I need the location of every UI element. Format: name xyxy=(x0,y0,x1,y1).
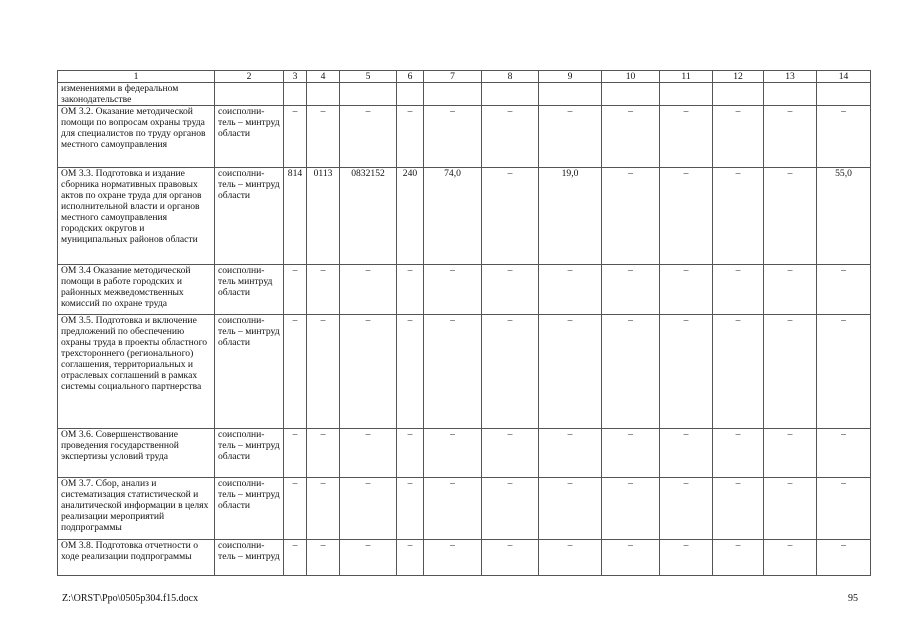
executor-cell: соисполни-тель – минтруд области xyxy=(215,478,284,540)
executor-cell: соисполни-тель – минтруд области xyxy=(215,429,284,478)
header-row xyxy=(58,71,871,83)
value-cell: – xyxy=(307,106,340,168)
value-cell: – xyxy=(397,315,424,429)
column-header: 6 xyxy=(397,71,424,83)
value-cell: – xyxy=(397,478,424,540)
value-cell: – xyxy=(397,106,424,168)
value-cell: – xyxy=(602,429,660,478)
value-cell: 240 xyxy=(397,168,424,265)
value-cell: – xyxy=(817,106,871,168)
value-cell: – xyxy=(482,106,539,168)
value-cell: – xyxy=(307,478,340,540)
value-cell: – xyxy=(713,429,764,478)
value-cell: – xyxy=(817,429,871,478)
value-cell: – xyxy=(602,265,660,315)
activity-name-cell: ОМ 3.8. Подготовка отчетности о ходе реализации подпрограммы xyxy=(58,540,215,576)
column-header: 1 xyxy=(58,71,215,83)
table-row xyxy=(58,429,871,478)
value-cell: – xyxy=(340,429,397,478)
value-cell: – xyxy=(660,265,713,315)
value-cell: 74,0 xyxy=(424,168,482,265)
column-header: 5 xyxy=(340,71,397,83)
value-cell: – xyxy=(817,478,871,540)
table-row xyxy=(58,168,871,265)
value-cell: – xyxy=(284,540,307,576)
value-cell: – xyxy=(307,265,340,315)
activity-name-cell: ОМ 3.3. Подготовка и издание сборника нормативных правовых актов по охране труда для органов исполнительной власти и органов местного самоуправления городских округов и муниципальных районов области xyxy=(58,168,215,265)
value-cell: 19,0 xyxy=(539,168,602,265)
value-cell: – xyxy=(660,106,713,168)
value-cell: – xyxy=(284,429,307,478)
value-cell: – xyxy=(307,540,340,576)
executor-cell: соисполни-тель – минтруд области xyxy=(215,168,284,265)
value-cell: – xyxy=(482,429,539,478)
value-cell xyxy=(660,83,713,106)
program-table xyxy=(57,70,871,576)
value-cell: 55,0 xyxy=(817,168,871,265)
value-cell: – xyxy=(660,429,713,478)
column-header: 9 xyxy=(539,71,602,83)
value-cell: – xyxy=(660,478,713,540)
table-row xyxy=(58,478,871,540)
value-cell: – xyxy=(602,540,660,576)
value-cell: – xyxy=(284,478,307,540)
value-cell: – xyxy=(764,168,817,265)
activity-name-cell: ОМ 3.4 Оказание методической помощи в работе городских и районных межведомственных комиссий по охране труда xyxy=(58,265,215,315)
value-cell xyxy=(817,83,871,106)
column-header: 13 xyxy=(764,71,817,83)
value-cell: – xyxy=(424,265,482,315)
value-cell: – xyxy=(307,429,340,478)
value-cell: – xyxy=(539,265,602,315)
executor-cell: соисполни-тель – минтруд области xyxy=(215,315,284,429)
value-cell xyxy=(764,83,817,106)
value-cell xyxy=(284,83,307,106)
column-header: 14 xyxy=(817,71,871,83)
column-header: 4 xyxy=(307,71,340,83)
value-cell: – xyxy=(482,265,539,315)
value-cell: – xyxy=(424,429,482,478)
value-cell: – xyxy=(713,315,764,429)
value-cell: – xyxy=(764,478,817,540)
table-row xyxy=(58,83,871,106)
activity-name-cell: ОМ 3.6. Совершенствование проведения государственной экспертизы условий труда xyxy=(58,429,215,478)
value-cell: – xyxy=(307,315,340,429)
value-cell: – xyxy=(482,478,539,540)
value-cell xyxy=(602,83,660,106)
page-number: 95 xyxy=(848,593,858,604)
value-cell: – xyxy=(482,540,539,576)
value-cell: – xyxy=(424,106,482,168)
value-cell: – xyxy=(340,540,397,576)
column-header: 2 xyxy=(215,71,284,83)
value-cell xyxy=(424,83,482,106)
column-header: 11 xyxy=(660,71,713,83)
value-cell xyxy=(539,83,602,106)
value-cell: – xyxy=(284,265,307,315)
value-cell: – xyxy=(539,478,602,540)
value-cell xyxy=(307,83,340,106)
activity-name-cell: ОМ 3.5. Подготовка и включение предложений по обеспечению охраны труда в проекты областного трехстороннего (регионального) соглашения, территориальных и отраслевых соглашений в рамках системы социального партнерства xyxy=(58,315,215,429)
value-cell xyxy=(340,83,397,106)
value-cell: – xyxy=(397,429,424,478)
value-cell: – xyxy=(284,106,307,168)
column-header: 8 xyxy=(482,71,539,83)
value-cell xyxy=(482,83,539,106)
value-cell: 0113 xyxy=(307,168,340,265)
value-cell: – xyxy=(817,315,871,429)
value-cell: – xyxy=(764,315,817,429)
value-cell: – xyxy=(713,168,764,265)
value-cell: – xyxy=(764,429,817,478)
executor-cell: соисполни-тель минтруд области xyxy=(215,265,284,315)
value-cell: – xyxy=(424,540,482,576)
column-header: 7 xyxy=(424,71,482,83)
value-cell: – xyxy=(660,540,713,576)
value-cell: – xyxy=(602,168,660,265)
activity-name-cell: изменениями в федеральном законодательстве xyxy=(58,83,215,106)
value-cell: – xyxy=(340,315,397,429)
table-row xyxy=(58,540,871,576)
column-header: 12 xyxy=(713,71,764,83)
value-cell: 814 xyxy=(284,168,307,265)
value-cell: – xyxy=(397,540,424,576)
value-cell: – xyxy=(539,106,602,168)
value-cell: – xyxy=(340,265,397,315)
value-cell xyxy=(397,83,424,106)
value-cell: – xyxy=(482,168,539,265)
value-cell: – xyxy=(764,540,817,576)
value-cell xyxy=(713,83,764,106)
table-row xyxy=(58,265,871,315)
value-cell: – xyxy=(340,106,397,168)
value-cell: – xyxy=(602,315,660,429)
value-cell: – xyxy=(764,106,817,168)
value-cell: – xyxy=(424,478,482,540)
value-cell: – xyxy=(340,478,397,540)
activity-name-cell: ОМ 3.7. Сбор, анализ и систематизация статистической и аналитической информации в целях реализации мероприятий подпрограммы xyxy=(58,478,215,540)
value-cell: – xyxy=(817,540,871,576)
value-cell: – xyxy=(602,106,660,168)
value-cell: – xyxy=(660,168,713,265)
value-cell: – xyxy=(284,315,307,429)
executor-cell: соисполни-тель – минтруд области xyxy=(215,106,284,168)
column-header: 3 xyxy=(284,71,307,83)
value-cell: – xyxy=(713,540,764,576)
table-body xyxy=(58,83,871,576)
table-row xyxy=(58,106,871,168)
value-cell: 0832152 xyxy=(340,168,397,265)
column-header: 10 xyxy=(602,71,660,83)
value-cell: – xyxy=(539,540,602,576)
value-cell: – xyxy=(602,478,660,540)
value-cell: – xyxy=(713,478,764,540)
value-cell: – xyxy=(482,315,539,429)
value-cell: – xyxy=(539,429,602,478)
executor-cell: соисполни-тель – минтруд xyxy=(215,540,284,576)
activity-name-cell: ОМ 3.2. Оказание методической помощи по вопросам охраны труда для специалистов по труду органов местного самоуправления xyxy=(58,106,215,168)
value-cell: – xyxy=(713,265,764,315)
value-cell: – xyxy=(713,106,764,168)
value-cell: – xyxy=(424,315,482,429)
table-row xyxy=(58,315,871,429)
file-path: Z:\ORST\Ppo\0505p304.f15.docx xyxy=(62,593,199,604)
value-cell: – xyxy=(764,265,817,315)
value-cell: – xyxy=(660,315,713,429)
value-cell: – xyxy=(539,315,602,429)
value-cell: – xyxy=(397,265,424,315)
value-cell: – xyxy=(817,265,871,315)
executor-cell xyxy=(215,83,284,106)
